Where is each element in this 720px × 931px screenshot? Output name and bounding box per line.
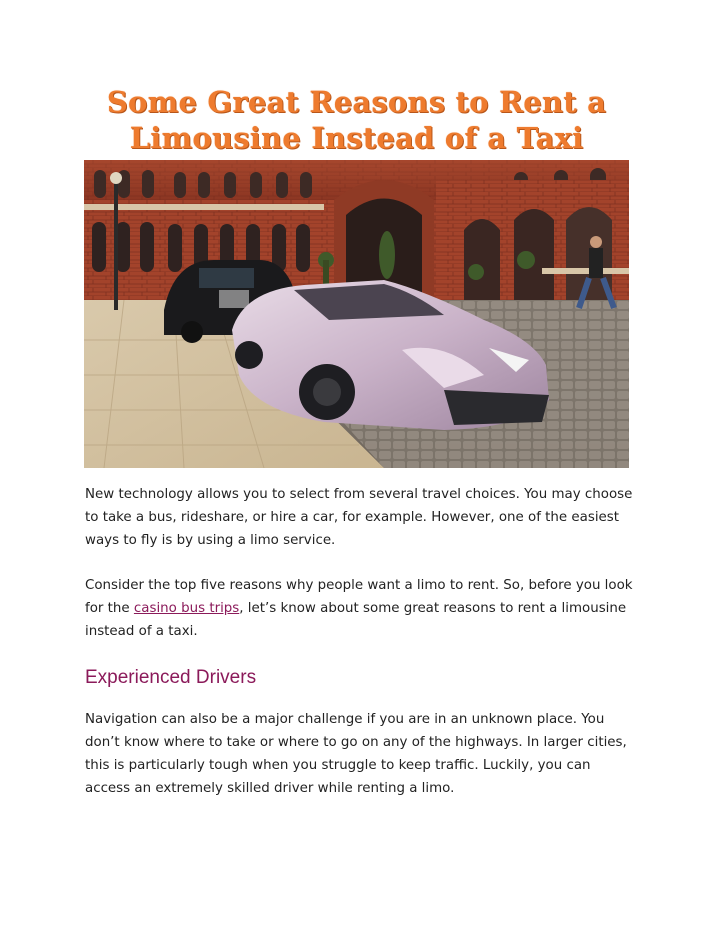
- reasons-text-after: , let’s know about some great reasons to rent a limousine instead of a taxi.: [85, 601, 627, 639]
- reasons-paragraph: [85, 574, 633, 643]
- drivers-paragraph: Navigation can also be a major challenge if you are in an unknown place. You don’t know where to take or where to go on any of the highways. In larger cities, this is particularly tough when you struggle to keep traffic. Luckily, you can access an extremely skilled driver while renting a limo.: [85, 712, 627, 796]
- casino-bus-trips-link[interactable]: casino bus trips: [133, 601, 240, 616]
- reasons-text-before: Consider the top five reasons why people want a limo to rent. So, before you look for the: [85, 578, 633, 616]
- intro-paragraph: New technology allows you to select from several travel choices. You may choose to take a bus, rideshare, or hire a car, for example. However, one of the easiest ways to fly is by using a limo service.: [85, 487, 633, 548]
- hero-image: [84, 160, 629, 468]
- section-heading: Experienced Drivers: [85, 667, 257, 688]
- page-title: Some Great Reasons to Rent a Limousine Instead of a Taxi: [106, 85, 607, 155]
